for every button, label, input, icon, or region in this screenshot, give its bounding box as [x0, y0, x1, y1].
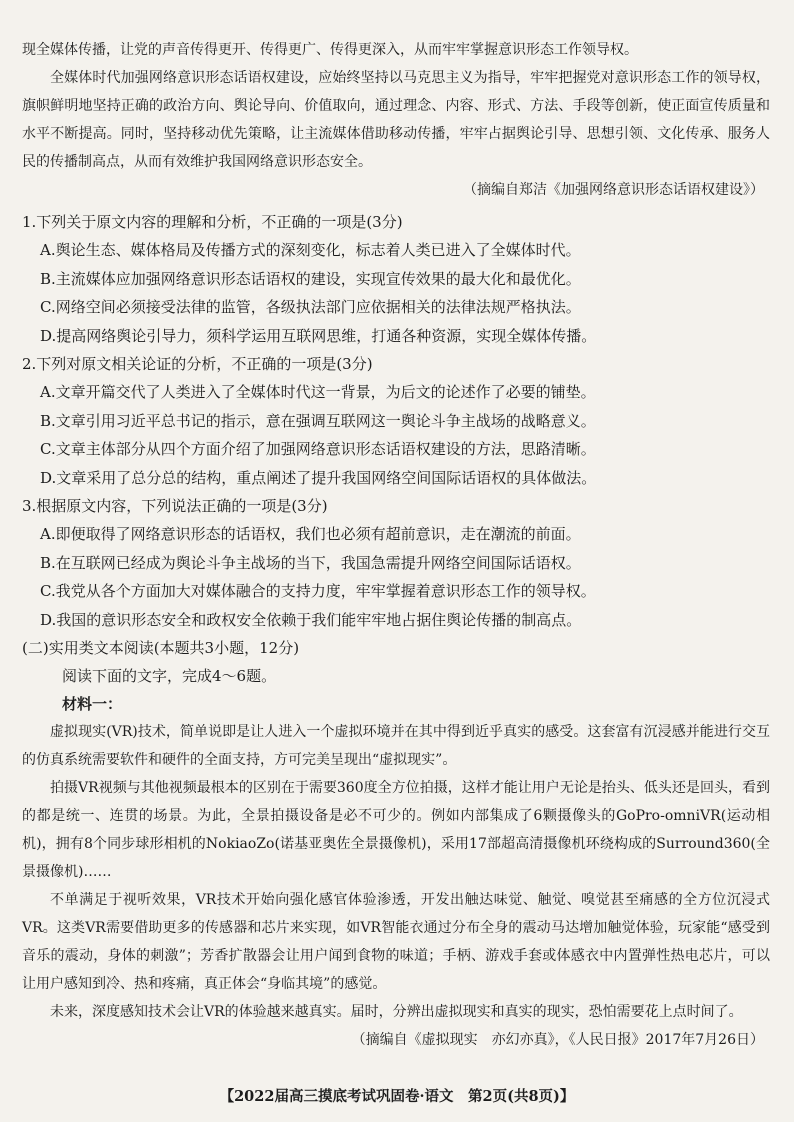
question-3: [22, 492, 770, 634]
question-1: [22, 208, 770, 350]
question-stem: 1.下列关于原文内容的理解和分析，不正确的一项是(3分): [22, 213, 403, 231]
material-paragraph: 虚拟现实(VR)技术，简单说即是让人进入一个虚拟环境并在其中得到近乎真实的感受。这套富有沉浸感并能进行交互的仿真系统需要软件和硬件的全面支持，方可完美呈现出“虚拟现实”。: [22, 724, 770, 768]
option-c: C.我党从各个方面加大对媒体融合的支持力度，牢牢掌握着意识形态工作的领导权。: [40, 582, 596, 600]
section-heading: (二)实用类文本阅读(本题共3小题，12分): [22, 639, 300, 657]
material-source: （摘编自《虚拟现实 亦幻亦真》，《人民日报》2017年7月26日）: [351, 1032, 764, 1048]
question-stem: 3.根据原文内容，下列说法正确的一项是(3分): [22, 497, 328, 515]
material-paragraph: 拍摄VR视频与其他视频最根本的区别在于需要360度全方位拍摄，这样才能让用户无论是抬头、低头还是回头，看到的都是统一、连贯的场景。为此，全景拍摄设备是必不可少的。例如内部集成了6颗摄像头的GoPro-omniVR(运动相机)，拥有8个同步球形相机的NokiaoZo(诺基亚奥佐全景摄像机)，采用17部超高清摄像机环绕构成的Surround360(全景摄像机)……: [22, 780, 770, 880]
section-instruction: 阅读下面的文字，完成4～6题。: [62, 667, 277, 685]
question-2: [22, 350, 770, 492]
material-paragraph: 不单满足于视听效果，VR技术开始向强化感官体验渗透，开发出触达味觉、触觉、嗅觉甚至痛感的全方位沉浸式VR。这类VR需要借助更多的传感器和芯片来实现，如VR智能衣通过分布全身的震动马达增加触觉体验，玩家能“感受到音乐的震动，身体的刺激”；芳香扩散器会让用户闻到食物的味道；手柄、游戏手套或体感衣中内置弹性热电芯片，可以让用户感知到冷、热和疼痛，真正体会“身临其境”的感觉。: [22, 892, 770, 992]
option-a: A.舆论生态、媒体格局及传播方式的深刻变化，标志着人类已进入了全媒体时代。: [40, 241, 581, 259]
option-d: D.我国的意识形态安全和政权安全依赖于我们能牢牢地占据住舆论传播的制高点。: [40, 610, 582, 629]
option-a: A.文章开篇交代了人类进入了全媒体时代这一背景，为后文的论述作了必要的铺垫。: [40, 383, 596, 401]
page-footer: 【2022届高三摸底考试巩固卷·语文 第2页(共8页)】: [219, 1088, 575, 1105]
option-c: C.网络空间必须接受法律的监管，各级执法部门应依据相关的法律法规严格执法。: [40, 298, 581, 316]
passage-paragraph: 全媒体时代加强网络意识形态话语权建设，应始终坚持以马克思主义为指导，牢牢把握党对意识形态工作的领导权，旗帜鲜明地坚持正确的政治方向、舆论导向、价值取向，通过理念、内容、形式、方法、手段等创新，使正面宣传质量和水平不断提高。同时，坚持移动优先策略，让主流媒体借助移动传播，牢牢占据舆论引导、思想引领、文化传承、服务人民的传播制高点，从而有效维护我国网络意识形态安全。: [22, 70, 770, 170]
option-d: D.文章采用了总分总的结构，重点阐述了提升我国网络空间国际话语权的具体做法。: [40, 468, 597, 487]
option-b: B.文章引用习近平总书记的指示，意在强调互联网这一舆论斗争主战场的战略意义。: [40, 411, 596, 430]
option-d: D.提高网络舆论引导力，须科学运用互联网思维，打通各种资源，实现全媒体传播。: [40, 326, 597, 345]
material-paragraph: 未来，深度感知技术会让VR的体验越来越真实。届时，分辨出虚拟现实和真实的现实，恐怕需要花上点时间了。: [50, 1004, 743, 1020]
passage-continuation: 现全媒体传播，让党的声音传得更开、传得更广、传得更深入，从而牢牢掌握意识形态工作领导权。: [22, 42, 638, 58]
option-a: A.即便取得了网络意识形态的话语权，我们也必须有超前意识，走在潮流的前面。: [40, 525, 581, 543]
material-label: 材料一：: [62, 695, 123, 713]
question-stem: 2.下列对原文相关论证的分析，不正确的一项是(3分): [22, 355, 373, 373]
passage-source: （摘编自郑洁《加强网络意识形态话语权建设》）: [463, 182, 764, 198]
option-b: B.主流媒体应加强网络意识形态话语权的建设，实现宣传效果的最大化和最优化。: [40, 269, 581, 288]
option-b: B.在互联网已经成为舆论斗争主战场的当下，我国急需提升网络空间国际话语权。: [40, 553, 581, 572]
option-c: C.文章主体部分从四个方面介绍了加强网络意识形态话语权建设的方法，思路清晰。: [40, 440, 596, 458]
